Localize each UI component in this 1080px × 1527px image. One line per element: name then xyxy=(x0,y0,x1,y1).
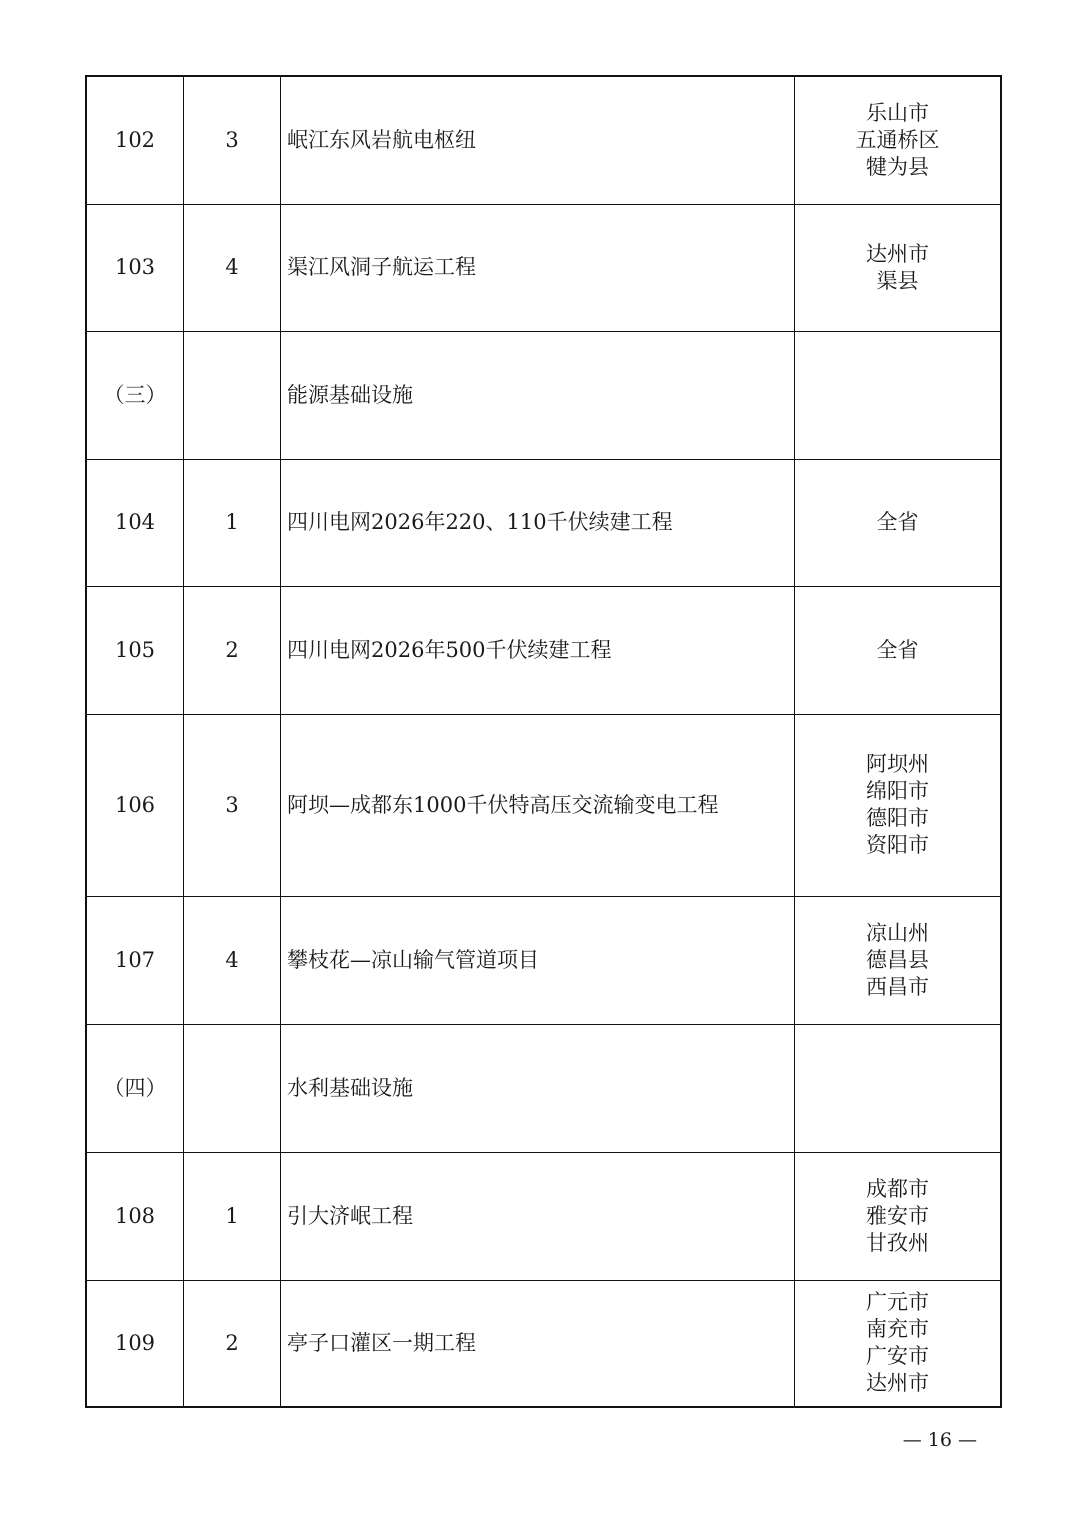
table-row xyxy=(86,1280,1001,1407)
area-item: 达州市 xyxy=(866,1371,929,1396)
project-name: 四川电网2026年500千伏续建工程 xyxy=(281,586,795,714)
area-item: 甘孜州 xyxy=(866,1230,929,1255)
project-name: 岷江东风岩航电枢纽 xyxy=(281,76,795,204)
area-item: 德昌县 xyxy=(866,947,929,972)
table-row xyxy=(86,1152,1001,1280)
row-sub-number: 1 xyxy=(184,1152,281,1280)
table-row xyxy=(86,204,1001,331)
row-sub-number: 3 xyxy=(184,76,281,204)
area-item: 绵阳市 xyxy=(866,779,929,803)
area-item: 达州市 xyxy=(866,241,929,266)
area-item: 全省 xyxy=(876,637,919,662)
area-item: 广安市 xyxy=(866,1344,929,1369)
area-item: 渠县 xyxy=(876,268,919,293)
project-name: 阿坝—成都东1000千伏特高压交流输变电工程 xyxy=(281,714,795,896)
row-number: 103 xyxy=(86,204,184,331)
row-sub-number: 1 xyxy=(184,459,281,586)
row-sub-number: 3 xyxy=(184,714,281,896)
section-row xyxy=(86,1024,1001,1152)
row-sub-number xyxy=(184,1024,281,1152)
row-sub-number: 2 xyxy=(184,1280,281,1407)
area-item: 五通桥区 xyxy=(855,127,940,152)
project-area xyxy=(795,459,1002,586)
row-number: 109 xyxy=(86,1280,184,1407)
project-area xyxy=(795,1280,1002,1407)
row-number: 102 xyxy=(86,76,184,204)
section-row xyxy=(86,331,1001,459)
table-row xyxy=(86,714,1001,896)
row-sub-number: 4 xyxy=(184,204,281,331)
area-item: 西昌市 xyxy=(866,974,929,999)
row-number: 106 xyxy=(86,714,184,896)
area-item: 全省 xyxy=(876,510,919,534)
project-area xyxy=(795,331,1002,459)
table-row xyxy=(86,459,1001,586)
row-sub-number: 4 xyxy=(184,896,281,1024)
project-area xyxy=(795,586,1002,714)
section-number: （三） xyxy=(86,331,184,459)
project-area xyxy=(795,714,1002,896)
project-name: 四川电网2026年220、110千伏续建工程 xyxy=(281,459,795,586)
section-title: 能源基础设施 xyxy=(281,331,795,459)
project-name: 渠江风洞子航运工程 xyxy=(281,204,795,331)
area-item: 犍为县 xyxy=(866,154,929,179)
project-name: 亭子口灌区一期工程 xyxy=(281,1280,795,1407)
row-sub-number: 2 xyxy=(184,586,281,714)
area-item: 成都市 xyxy=(866,1176,929,1201)
project-name: 引大济岷工程 xyxy=(281,1152,795,1280)
row-number: 108 xyxy=(86,1152,184,1280)
table-row xyxy=(86,586,1001,714)
section-title: 水利基础设施 xyxy=(281,1024,795,1152)
area-item: 雅安市 xyxy=(866,1203,929,1228)
row-number: 107 xyxy=(86,896,184,1024)
area-item: 乐山市 xyxy=(866,100,929,125)
project-area xyxy=(795,204,1002,331)
project-area xyxy=(795,1024,1002,1152)
page-number: — 16 — xyxy=(902,1429,977,1451)
area-item: 阿坝州 xyxy=(866,752,929,776)
project-table xyxy=(85,75,1002,1408)
area-item: 资阳市 xyxy=(866,833,929,857)
project-area xyxy=(795,896,1002,1024)
area-item: 德阳市 xyxy=(866,806,929,830)
area-item: 南充市 xyxy=(866,1317,929,1342)
area-item: 广元市 xyxy=(866,1290,929,1315)
row-number: 104 xyxy=(86,459,184,586)
row-sub-number xyxy=(184,331,281,459)
project-area xyxy=(795,76,1002,204)
table-row xyxy=(86,76,1001,204)
section-number: （四） xyxy=(86,1024,184,1152)
project-name: 攀枝花—凉山输气管道项目 xyxy=(281,896,795,1024)
table-row xyxy=(86,896,1001,1024)
row-number: 105 xyxy=(86,586,184,714)
project-area xyxy=(795,1152,1002,1280)
area-item: 凉山州 xyxy=(866,920,929,945)
